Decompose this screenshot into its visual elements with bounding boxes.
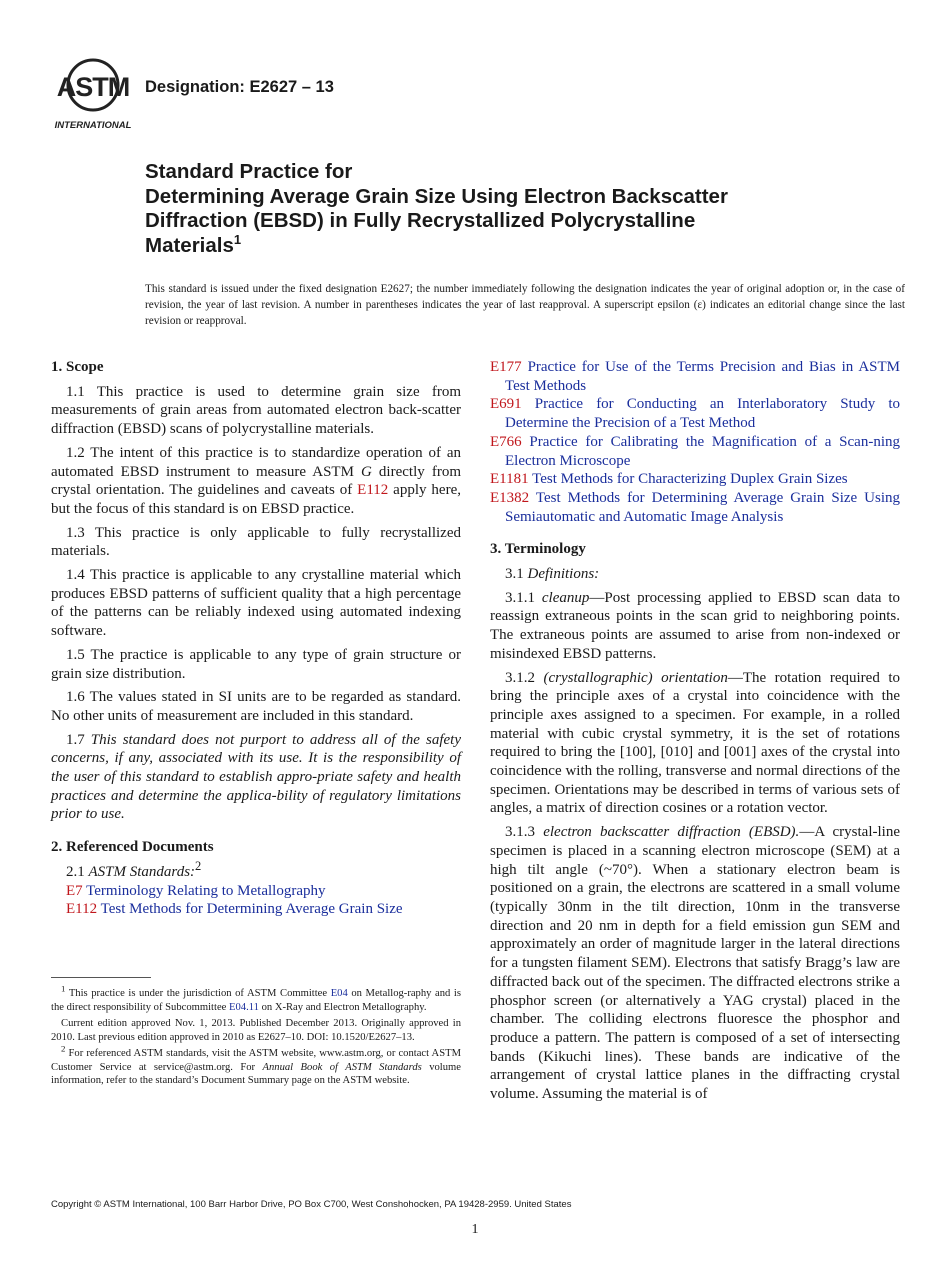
title-line-2: Determining Average Grain Size Using Electron Backscatter <box>145 184 728 208</box>
astm-logo <box>52 58 134 132</box>
section-heading-terminology: 3. Terminology <box>490 541 586 558</box>
paragraph-1-5: 1.5 The practice is applicable to any type of grain structure or grain size distribution. <box>51 646 461 682</box>
paragraph-1-4: 1.4 This practice is applicable to any crystalline material which produces EBSD patterns of sufficient quality that a high percentage of the patterns can be reliably indexed using automated indexing software. <box>51 567 461 640</box>
title-footnote-marker: 1 <box>233 231 242 247</box>
paragraph-1-2: 1.2 The intent of this practice is to standardize operation of an automated EBSD instrument to measure ASTM G directly from crystal orientation. The guidelines and caveats of E112 apply here, but the focus of this standard is on EBSD practice. <box>51 444 461 517</box>
reference-item[interactable]: E1181 Test Methods for Characterizing Duplex Grain Sizes <box>490 471 848 488</box>
ref-link-e112[interactable]: E112 <box>357 482 389 499</box>
definitions-label: 3.1 Definitions: <box>505 566 600 583</box>
reference-item[interactable]: E112 Test Methods for Determining Average Grain Size <box>66 901 403 918</box>
reference-item[interactable]: E691 Practice for Conducting an Interlaboratory Study to Determine the Precision of a Test Method <box>490 396 900 432</box>
title-line-3: Diffraction (EBSD) in Fully Recrystallized Polycrystalline <box>145 209 696 232</box>
definition-cleanup: 3.1.1 cleanup—Post processing applied to EBSD scan data to reassign extraneous points in the scan grid to neighboring points. The extraneous points are assumed to arise from non-indexed or misindexed EBSD patterns. <box>490 589 901 662</box>
reference-item[interactable]: E177 Practice for Use of the Terms Precision and Bias in ASTM Test Methods <box>490 359 901 394</box>
paragraph-1-1: 1.1 This practice is used to determine grain size from measurements of grain areas from automated electron back-scatter diffraction (EBSD) scans of polycrystalline materials. <box>51 383 461 438</box>
footnote-1-edition: Current edition approved Nov. 1, 2013. Published December 2013. Originally approved in 2010. Last previous edition approved in 2010 as E2627–10. DOI: 10.1520/E2627–13. <box>51 1017 461 1043</box>
definition-orientation: 3.1.2 (crystallographic) orientation—The rotation required to bring the principle axes of a crystal into coincidence with the principle axes assigned to a specimen. For example, in a rolled material with cubic crystal symmetry, it is the set of rotations required to bring the [100], [010] and [001] axes of the crystal into coincidence with the rolling, transverse and normal directions of the specimen. Orientations may be described in terms of various sets of angles, a matrix of direction cosines or a rotation vector. <box>490 669 900 817</box>
issuance-notice: This standard is issued under the fixed designation E2627; the number immediately following the designation indicates the year of original adoption or, in the case of revision, the year of last revision. A number in parentheses indicates the year of last reapproval. A superscript epsilon (ε) indicates an editorial change since the last revision or reapproval. <box>145 283 905 327</box>
reference-item[interactable]: E7 Terminology Relating to Metallography <box>66 882 326 899</box>
footnote-2: $^2$ For referenced ASTM standards, visit the ASTM website, www.astm.org, or contact ASTM Customer Service at service@astm.org. For Annual Book of ASTM Standards volume information, refer to the standard’s Document Summary page on the ASTM website. <box>51 1043 461 1087</box>
title-line-1: Standard Practice for <box>145 160 353 183</box>
paragraph-1-7: 1.7 This standard does not purport to address all of the safety concerns, if any, associated with its use. It is the responsibility of the user of this standard to establish appro-priate safety and health practices and determine the applica-bility of regulatory limitations prior to use. <box>51 731 461 823</box>
committee-link[interactable]: E04 <box>330 988 348 999</box>
reference-item[interactable]: E1382 Test Methods for Determining Average Grain Size Using Semiautomatic and Automatic Image Analysis <box>490 489 900 525</box>
paragraph-1-3: 1.3 This practice is only applicable to fully recrystallized materials. <box>51 524 461 560</box>
section-heading-referenced: 2. Referenced Documents <box>51 839 214 856</box>
copyright-notice: Copyright © ASTM International, 100 Barr Harbor Drive, PO Box C700, West Conshohocken, PA 19428-2959. United States <box>51 1199 572 1210</box>
paragraph-1-6: 1.6 The values stated in SI units are to be regarded as standard. No other units of measurement are included in this standard. <box>51 689 461 724</box>
logo-text: INTERNATIONAL <box>54 120 132 131</box>
page-number: 1 <box>471 1222 479 1237</box>
section-heading-scope: 1. Scope <box>51 359 104 375</box>
title-line-4: Materials$^1$ <box>145 231 242 257</box>
footnote-1: $^1$ This practice is under the jurisdiction of ASTM Committee E04 on Metallog-raphy and is the direct responsibility of Subcommittee E04.11 on X-Ray and Electron Metallography. <box>51 983 462 1013</box>
astm-standards-label: 2.1 ASTM Standards:$^2$ <box>66 858 202 880</box>
reference-item[interactable]: E766 Practice for Calibrating the Magnification of a Scan-ning Electron Microscope <box>490 433 901 469</box>
designation: Designation: E2627 – 13 <box>145 78 334 96</box>
right-column <box>490 358 900 1109</box>
left-column <box>51 358 461 919</box>
subcommittee-link[interactable]: E04.11 <box>229 1001 259 1013</box>
footnote-divider <box>51 977 151 978</box>
definition-ebsd: 3.1.3 electron backscatter diffraction (EBSD).—A crystal-line specimen is placed in a scanning electron microscope (SEM) at a high tilt angle (~70°). When a stationary electron beam is positioned on a grain, the electrons are scattered in a small volume (typically 30nm in the tilt direction, 10nm in the transverse direction and 20 nm in depth for a field emission gun SEM and approximately an order of magnitude larger in the lateral directions for a tungsten filament SEM). Electrons that satisfy Bragg’s law are diffracted back out of the specimen. The diffracted electrons strike a phosphor screen (or alternatively a YAG crystal) placed in the chamber. The colliding electrons fluoresce the phosphor and produce a pattern. The pattern is composed of a set of intersecting bands (Kikuchi lines). These bands are indicative of the arrangement of crystal lattice planes in the diffracting crystal volume. Assuming the material is of <box>490 824 900 1103</box>
footnotes <box>51 983 462 1090</box>
svg-text:ASTM: ASTM <box>56 72 130 102</box>
document-title <box>145 160 875 258</box>
